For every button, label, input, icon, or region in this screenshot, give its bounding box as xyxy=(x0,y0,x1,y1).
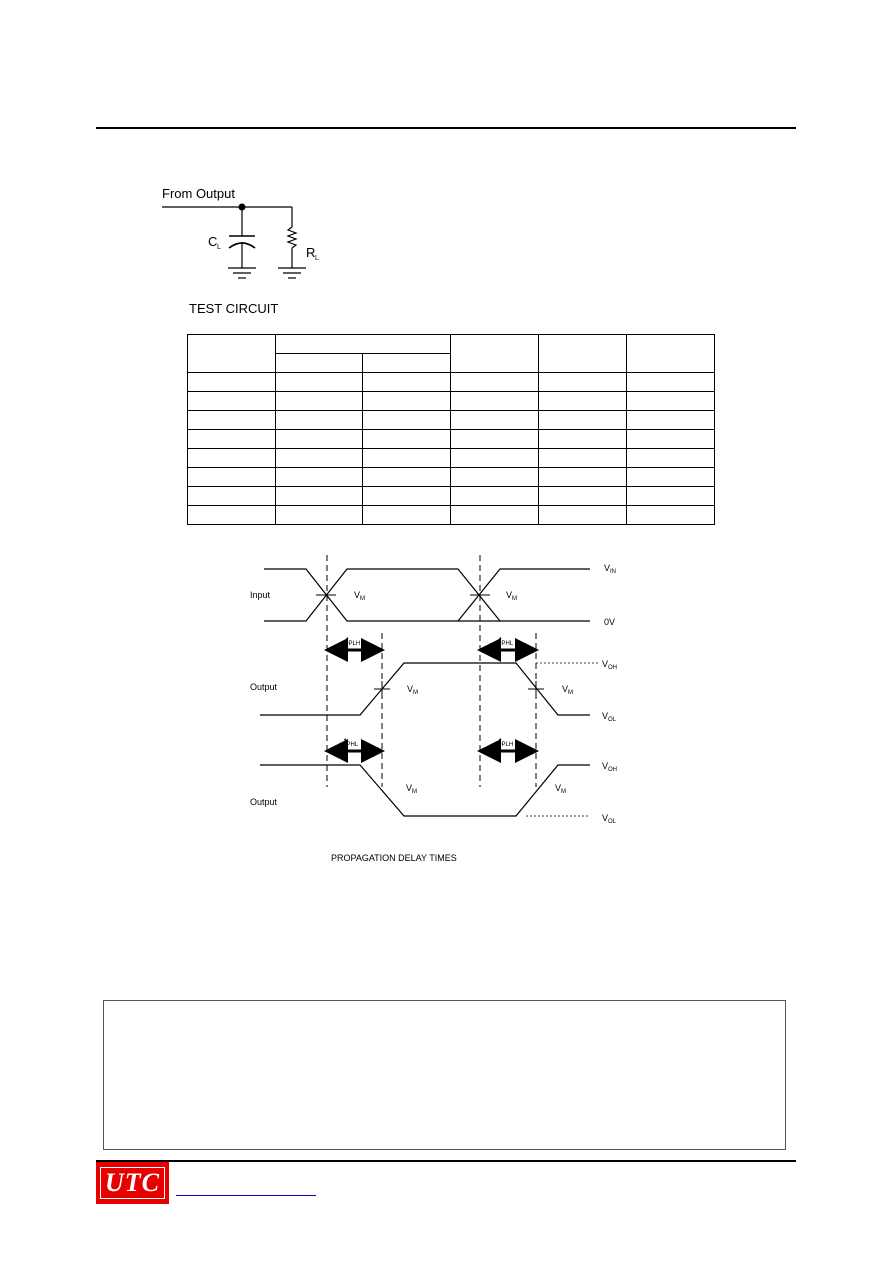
table-row xyxy=(188,392,715,411)
spec-table xyxy=(187,334,715,525)
res-sub: L xyxy=(315,255,319,262)
resistor-icon xyxy=(288,227,296,248)
svg-text:tPLH: $t_{PLH}$ xyxy=(346,635,361,647)
svg-text:VM: $V_M$ xyxy=(562,684,574,696)
table-row xyxy=(188,449,715,468)
table-row xyxy=(188,373,715,392)
svg-text:VOH: $V_{OH}$ xyxy=(602,761,618,773)
test-circuit-diagram xyxy=(150,180,350,290)
test-circuit-caption: TEST CIRCUIT xyxy=(189,301,279,316)
table-header-cell xyxy=(451,335,539,373)
utc-logo: UTC xyxy=(96,1162,169,1204)
svg-text:VOL: $V_{OL}$ xyxy=(602,813,617,825)
table-row xyxy=(188,487,715,506)
table-header-cell xyxy=(627,335,715,373)
input-label: Input xyxy=(250,590,271,600)
table-row xyxy=(188,468,715,487)
table-header-cell xyxy=(188,335,276,373)
svg-text:VM: $V_M$ xyxy=(407,684,419,696)
cap-label: C xyxy=(208,234,218,249)
output1-label: Output xyxy=(250,682,278,692)
from-output-label: From Output xyxy=(162,186,235,201)
svg-text:VOH: $V_{OH}$ xyxy=(602,659,618,671)
svg-text:VM: $V_M$ xyxy=(354,590,366,602)
footer-rule xyxy=(96,1160,796,1162)
svg-text:VM: $V_M$ xyxy=(506,590,518,602)
header-rule xyxy=(96,127,796,129)
svg-text:tPHL: $t_{PHL}$ xyxy=(499,635,514,647)
svg-text:VM: $V_M$ xyxy=(406,783,418,795)
table-row xyxy=(188,506,715,525)
cap-sub: L xyxy=(217,244,221,251)
footer-link[interactable] xyxy=(176,1195,316,1196)
res-label: R xyxy=(306,245,316,260)
table-header-cell xyxy=(363,354,451,373)
table-row xyxy=(188,411,715,430)
svg-text:tPLH: $t_{PLH}$ xyxy=(499,736,514,748)
svg-text:VM: $V_M$ xyxy=(555,783,567,795)
propagation-delay-diagram xyxy=(240,555,660,875)
table-header-cell xyxy=(276,354,363,373)
table-row xyxy=(188,430,715,449)
svg-text:VIN: $V_{IN}$ xyxy=(604,563,617,575)
output2-waveform xyxy=(260,765,590,816)
notice-box xyxy=(103,1000,786,1150)
svg-text:tPHL: $t_{PHL}$ xyxy=(344,736,359,748)
timing-caption: PROPAGATION DELAY TIMES xyxy=(331,853,457,863)
table-header-cell xyxy=(276,335,451,354)
svg-text:0V: 0V xyxy=(604,617,616,627)
svg-text:VOL: $V_{OL}$ xyxy=(602,711,617,723)
output2-label: Output xyxy=(250,797,278,807)
table-header-cell xyxy=(539,335,627,373)
